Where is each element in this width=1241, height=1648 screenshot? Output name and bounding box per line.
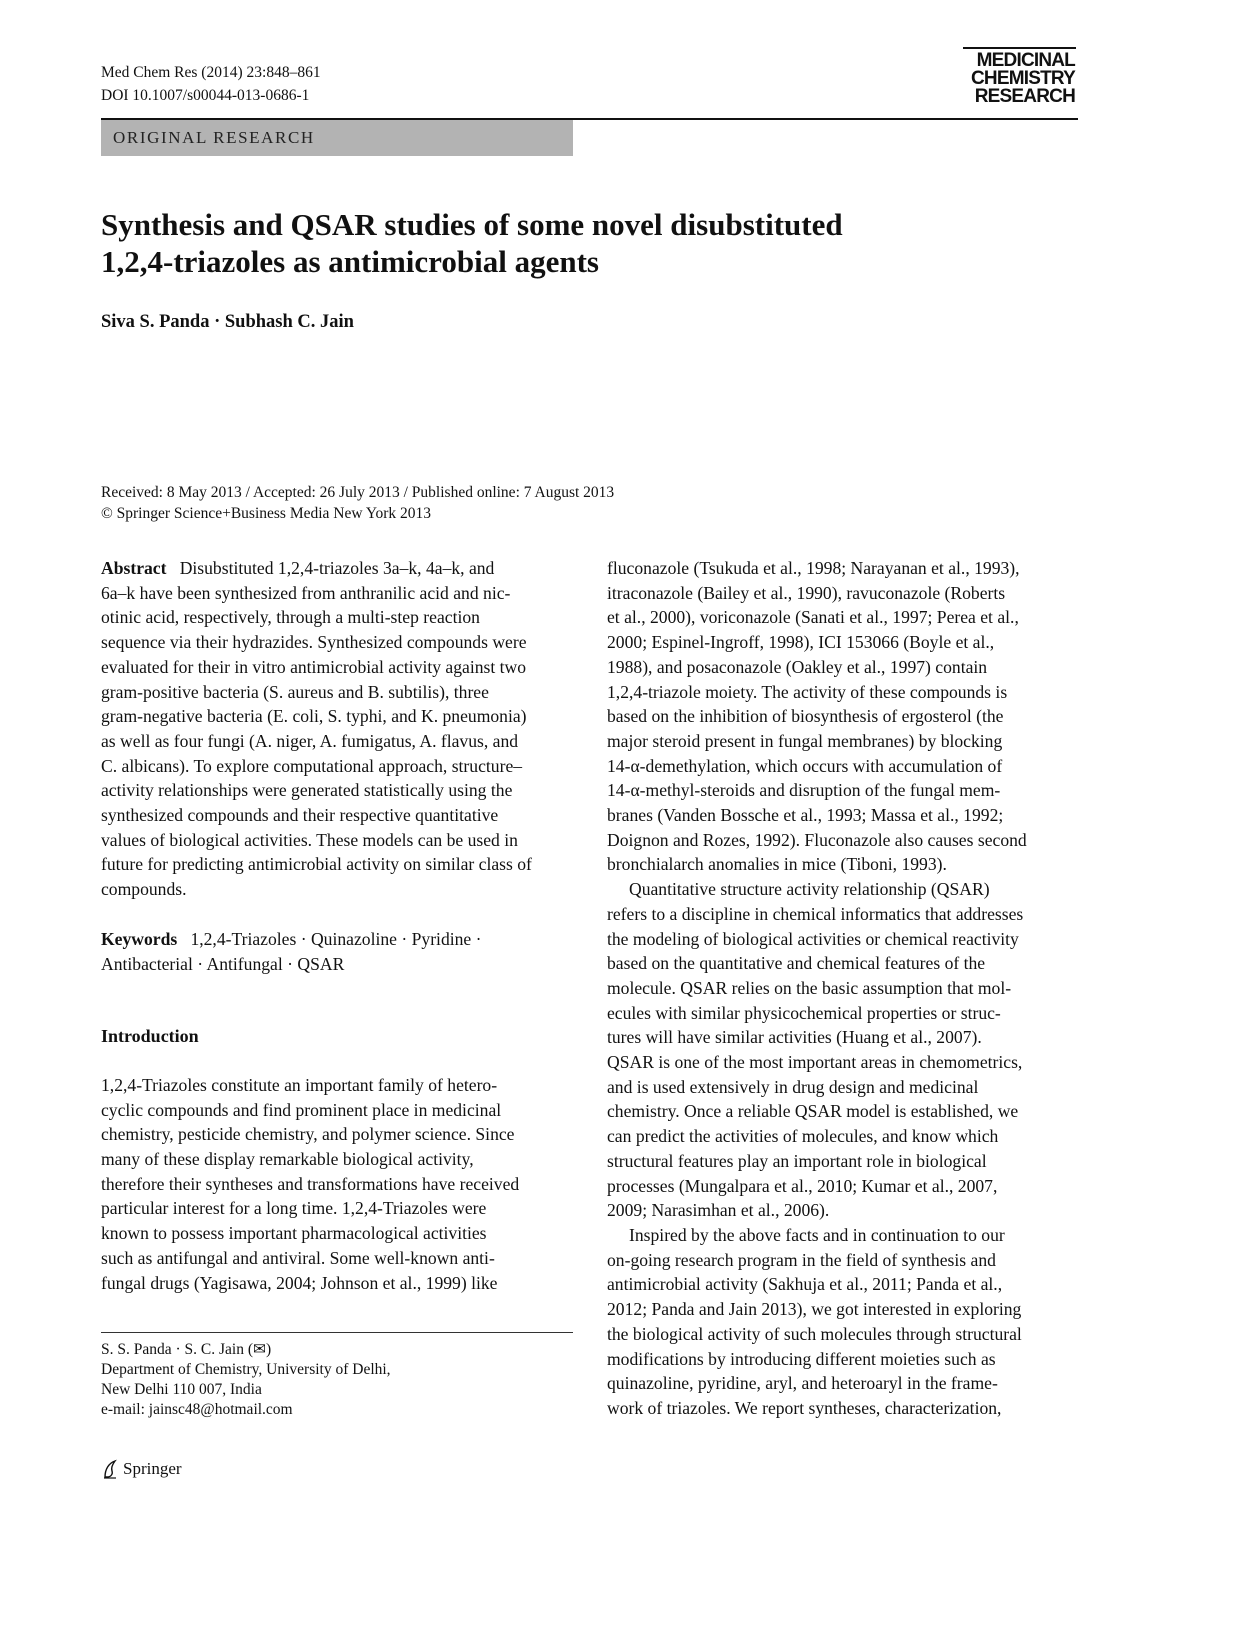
text-line: on-going research program in the field of synthesis and [607, 1249, 996, 1270]
affiliation-line: S. S. Panda · S. C. Jain (✉) [101, 1341, 272, 1358]
dates-line: Received: 8 May 2013 / Accepted: 26 July 2013 / Published online: 7 August 2013 [101, 484, 615, 501]
authors: Siva S. Panda · Subhash C. Jain [101, 312, 354, 332]
text-line: work of triazoles. We report syntheses, characterization, [607, 1397, 1002, 1418]
text-line: 1988), and posaconazole (Oakley et al., 1997) contain [607, 656, 988, 677]
text-line: based on the inhibition of biosynthesis of ergosterol (the [607, 706, 1004, 727]
intro-line: known to possess important pharmacological activities [101, 1223, 487, 1244]
text-line: Quantitative structure activity relationship (QSAR) [629, 879, 990, 900]
abstract-line: activity relationships were generated statistically using the [101, 780, 513, 801]
text-line: 14-α-methyl-steroids and disruption of the fungal mem- [607, 780, 1001, 801]
intro-text [101, 1073, 573, 1295]
text-line: itraconazole (Bailey et al., 1990), ravuconazole (Roberts [607, 582, 1006, 603]
text-line: and is used extensively in drug design and medicinal [607, 1076, 979, 1097]
page-footer [101, 1459, 182, 1479]
text-line: ecules with similar physicochemical properties or struc- [607, 1002, 1001, 1023]
text-line: 2012; Panda and Jain 2013), we got interested in exploring [607, 1299, 1022, 1320]
text-line: the biological activity of such molecules through structural [607, 1323, 1022, 1344]
copyright-line: © Springer Science+Business Media New York 2013 [101, 505, 432, 522]
journal-logo-line: RESEARCH [974, 86, 1075, 107]
intro-line: cyclic compounds and find prominent place in medicinal [101, 1099, 502, 1120]
keywords-heading: Keywords [101, 928, 178, 949]
doi: DOI 10.1007/s00044-013-0686-1 [101, 87, 310, 104]
text-line: structural features play an important role in biological [607, 1150, 987, 1171]
footnote-rule [101, 1332, 573, 1333]
text-line: bronchialarch anomalies in mice (Tiboni, 1993). [607, 854, 947, 875]
text-line: chemistry. Once a reliable QSAR model is established, we [607, 1101, 1019, 1122]
abstract-line: compounds. [101, 879, 187, 900]
abstract-line: 6a–k have been synthesized from anthranilic acid and nic- [101, 582, 511, 603]
text-line: Inspired by the above facts and in continuation to our [629, 1224, 1005, 1245]
article-type-bar [101, 120, 573, 156]
author-affiliation [101, 1340, 391, 1420]
right-column [607, 556, 1078, 1421]
article-title [101, 206, 1001, 280]
publication-dates [101, 482, 614, 524]
text-line: quinazoline, pyridine, aryl, and heteroaryl in the frame- [607, 1373, 998, 1394]
intro-line: chemistry, pesticide chemistry, and polymer science. Since [101, 1124, 515, 1145]
intro-heading: Introduction [101, 1026, 199, 1047]
text-line: 14-α-demethylation, which occurs with accumulation of [607, 755, 1003, 776]
abstract-line: Disubstituted 1,2,4-triazoles 3a–k, 4a–k, and [179, 558, 495, 578]
abstract-line: synthesized compounds and their respective quantitative [101, 805, 499, 826]
text-line: et al., 2000), voriconazole (Sanati et al., 1997; Perea et al., [607, 607, 1019, 628]
abstract-line: gram-positive bacteria (S. aureus and B. subtilis), three [101, 681, 489, 702]
text-line: tures will have similar activities (Huang et al., 2007). [607, 1027, 982, 1048]
text-line: Doignon and Rozes, 1992). Fluconazole also causes second [607, 829, 1027, 850]
intro-line: 1,2,4-Triazoles constitute an important family of hetero- [101, 1074, 498, 1095]
abstract-line: sequence via their hydrazides. Synthesized compounds were [101, 632, 527, 653]
journal-logo-line: CHEMISTRY [971, 68, 1075, 89]
text-line: molecule. QSAR relies on the basic assumption that mol- [607, 977, 1012, 998]
abstract [101, 556, 573, 902]
journal-citation: Med Chem Res (2014) 23:848–861 [101, 64, 321, 81]
logo-rule [963, 47, 1076, 49]
abstract-line: future for predicting antimicrobial activity on similar class of [101, 854, 532, 875]
abstract-line: gram-negative bacteria (E. coli, S. typhi, and K. pneumonia) [101, 706, 527, 727]
abstract-line: C. albicans). To explore computational approach, structure– [101, 755, 523, 776]
article-type: ORIGINAL RESEARCH [113, 128, 315, 147]
abstract-line: as well as four fungi (A. niger, A. fumigatus, A. flavus, and [101, 730, 519, 751]
text-line: branes (Vanden Bossche et al., 1993; Massa et al., 1992; [607, 805, 1004, 826]
email-link[interactable]: e-mail: jainsc48@hotmail.com [101, 1401, 293, 1418]
paragraph-1 [607, 556, 1078, 877]
abstract-line: values of biological activities. These models can be used in [101, 829, 518, 850]
left-column [101, 556, 573, 1295]
affiliation-line: Department of Chemistry, University of Delhi, [101, 1361, 391, 1378]
paragraph-3 [607, 1223, 1078, 1421]
title-line: 1,2,4-triazoles as antimicrobial agents [101, 244, 599, 279]
intro-line: many of these display remarkable biological activity, [101, 1149, 474, 1170]
intro-line: therefore their syntheses and transformations have received [101, 1173, 520, 1194]
text-line: QSAR is one of the most important areas in chemometrics, [607, 1052, 1023, 1073]
intro-line: particular interest for a long time. 1,2,4-Triazoles were [101, 1198, 487, 1219]
text-line: based on the quantitative and chemical features of the [607, 953, 986, 974]
paragraph-2 [607, 877, 1078, 1223]
text-line: processes (Mungalpara et al., 2010; Kumar et al., 2007, [607, 1175, 998, 1196]
abstract-line: otinic acid, respectively, through a multi-step reaction [101, 607, 480, 628]
journal-logo-line: MEDICINAL [976, 50, 1075, 71]
abstract-line: evaluated for their in vitro antimicrobial activity against two [101, 656, 527, 677]
text-line: antimicrobial activity (Sakhuja et al., 2011; Panda et al., [607, 1274, 1003, 1295]
affiliation-line: New Delhi 110 007, India [101, 1381, 262, 1398]
publisher-name: Springer [123, 1459, 182, 1478]
text-line: 2009; Narasimhan et al., 2006). [607, 1200, 830, 1221]
text-line: the modeling of biological activities or chemical reactivity [607, 928, 1019, 949]
springer-horse-icon [101, 1459, 119, 1479]
keywords-line: 1,2,4-Triazoles · Quinazoline · Pyridine · [190, 928, 482, 949]
keywords-line: Antibacterial · Antifungal · QSAR [101, 953, 345, 974]
title-line: Synthesis and QSAR studies of some novel disubstituted [101, 207, 843, 242]
keywords [101, 927, 573, 976]
text-line: fluconazole (Tsukuda et al., 1998; Narayanan et al., 1993), [607, 558, 1020, 578]
journal-logo [971, 52, 1075, 106]
abstract-heading: Abstract [101, 558, 167, 578]
text-line: 1,2,4-triazole moiety. The activity of these compounds is [607, 681, 1008, 702]
intro-line: such as antifungal and antiviral. Some well-known anti- [101, 1247, 495, 1268]
intro-line: fungal drugs (Yagisawa, 2004; Johnson et al., 1999) like [101, 1272, 498, 1293]
text-line: can predict the activities of molecules, and know which [607, 1126, 999, 1147]
text-line: modifications by introducing different moieties such as [607, 1348, 996, 1369]
text-line: refers to a discipline in chemical informatics that addresses [607, 903, 1024, 924]
text-line: 2000; Espinel-Ingroff, 1998), ICI 153066 (Boyle et al., [607, 632, 995, 653]
text-line: major steroid present in fungal membranes) by blocking [607, 730, 1003, 751]
